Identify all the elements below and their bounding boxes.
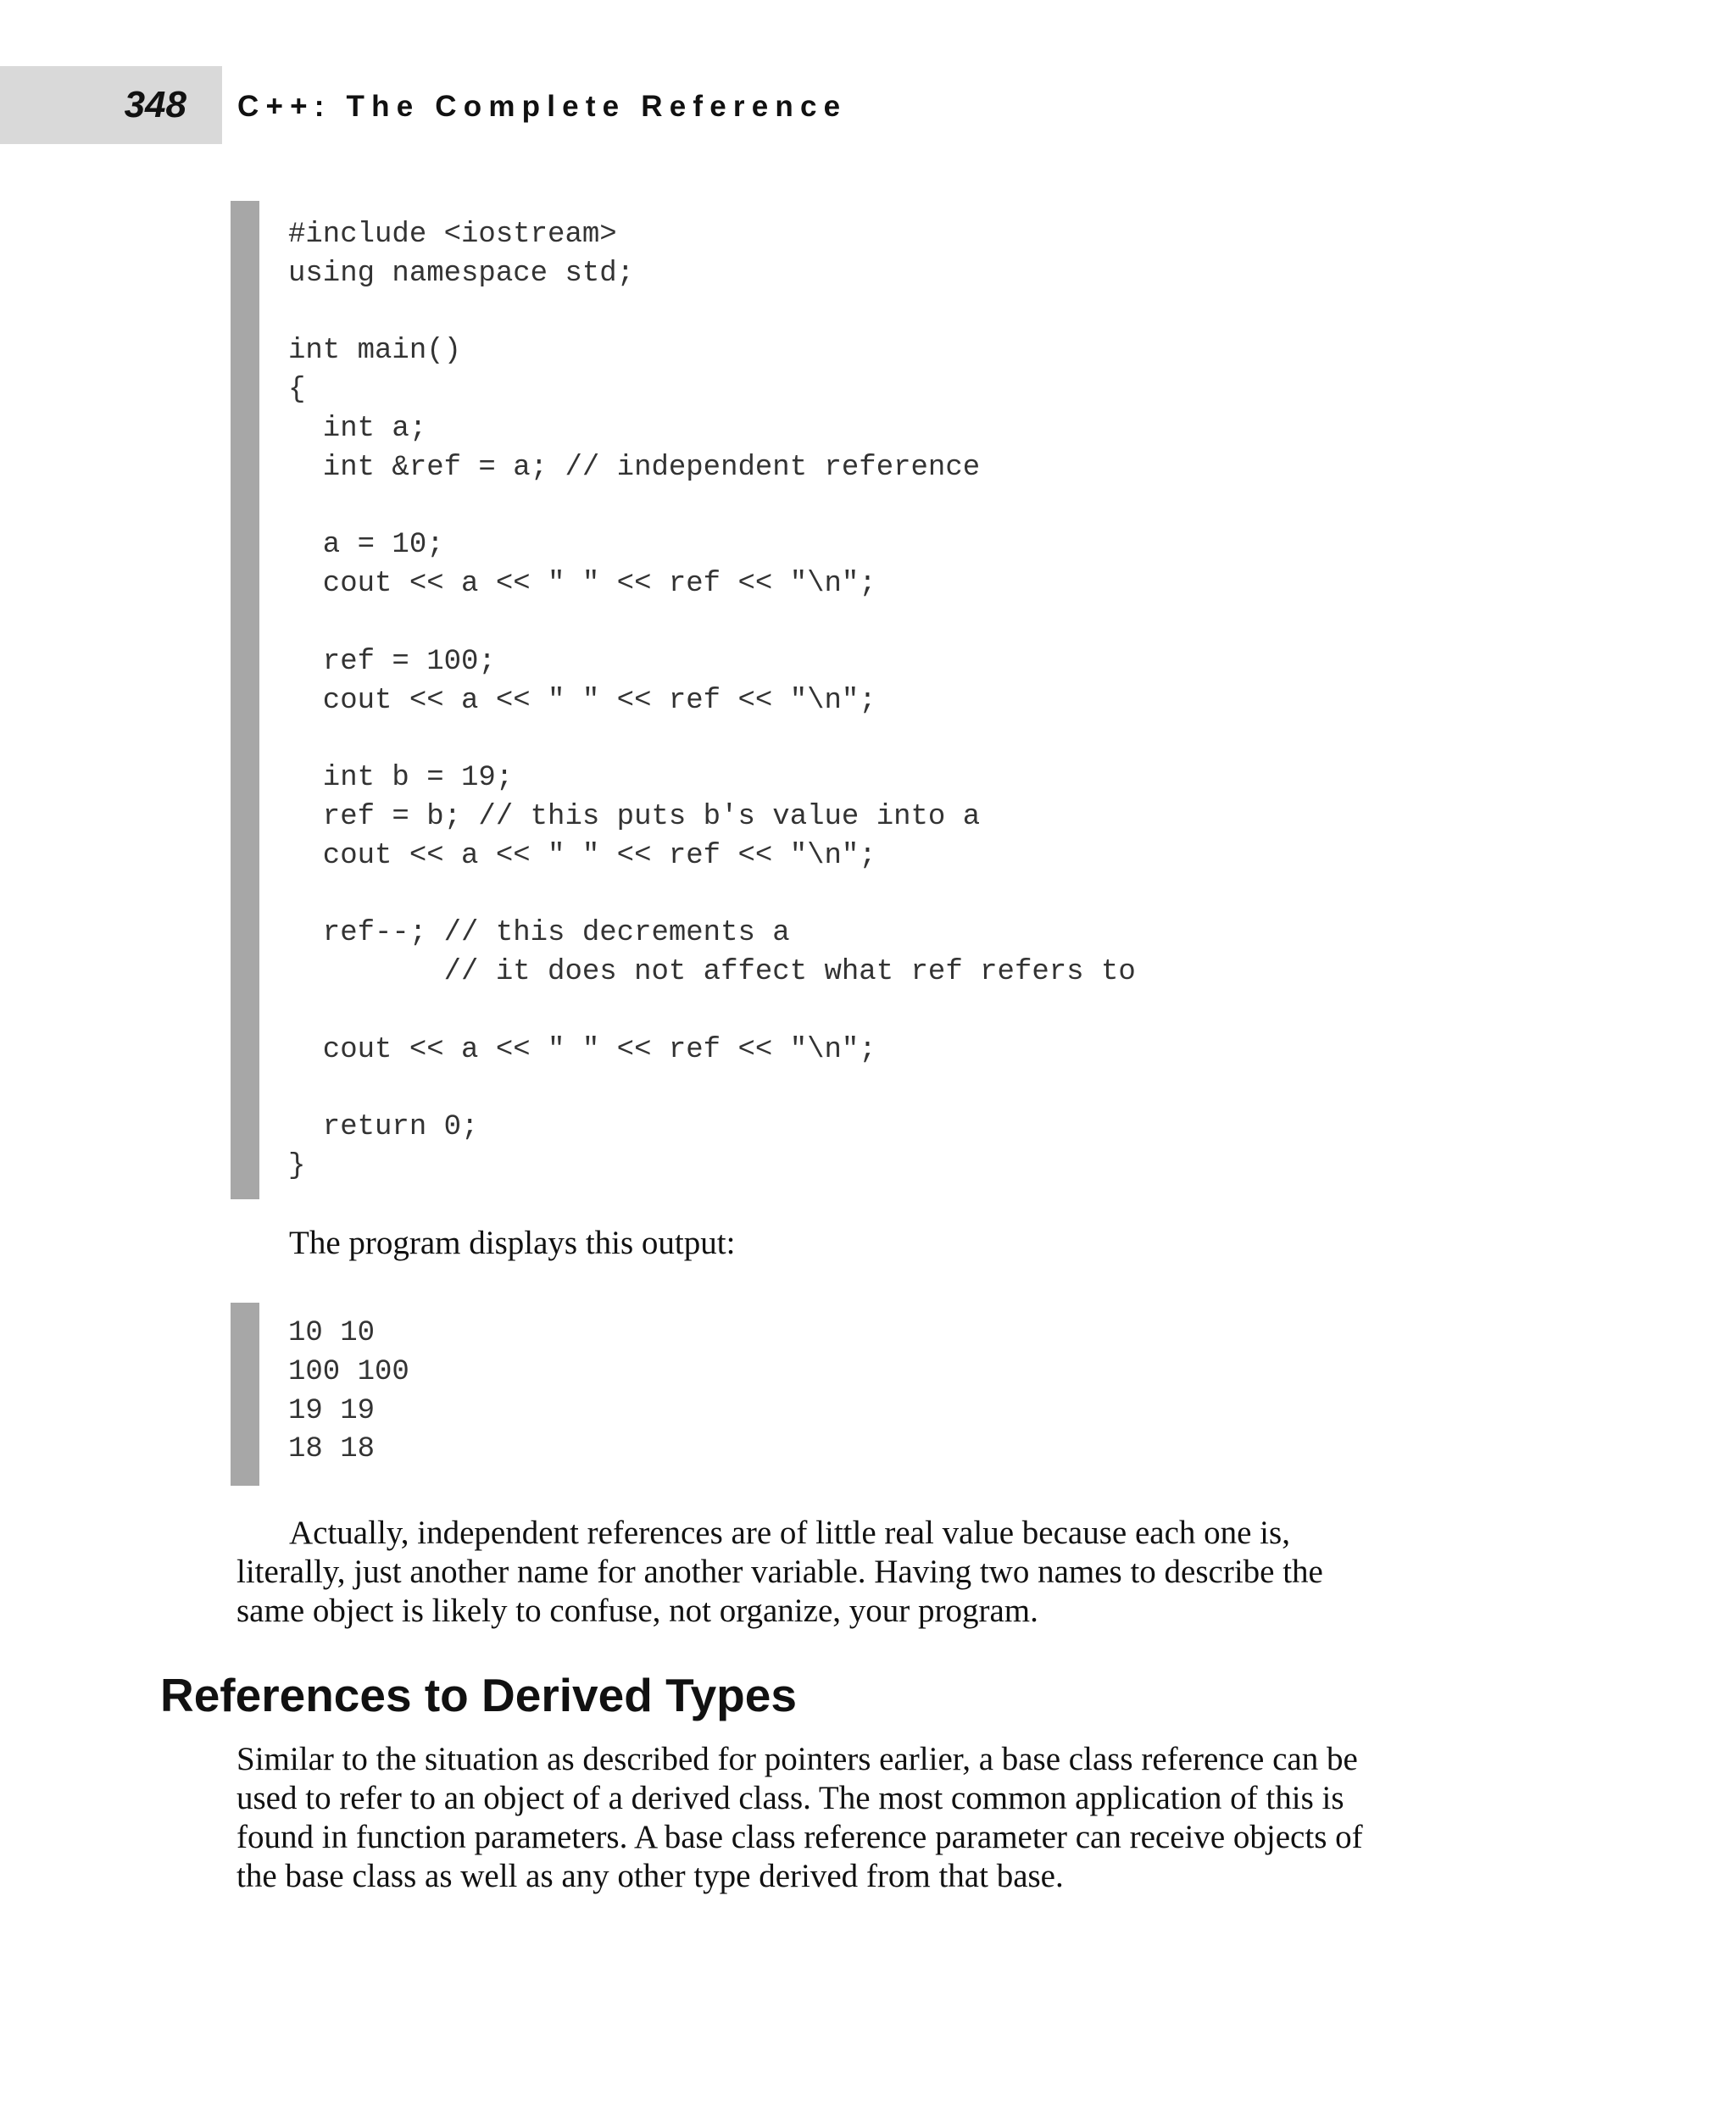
paragraph-line: used to refer to an object of a derived class. The most common application of this is xyxy=(236,1780,1344,1816)
output-intro: The program displays this output: xyxy=(289,1225,736,1261)
running-title: C++: The Complete Reference xyxy=(237,90,848,123)
paragraph-line: Actually, independent references are of little real value because each one is, xyxy=(289,1515,1290,1551)
output-margin-bar xyxy=(231,1303,259,1486)
page-number: 348 xyxy=(124,84,186,125)
paragraph-line: Similar to the situation as described for pointers earlier, a base class reference can be xyxy=(236,1741,1358,1777)
paragraph-line: found in function parameters. A base class reference parameter can receive objects of xyxy=(236,1819,1363,1855)
paragraph-line: the base class as well as any other type derived from that base. xyxy=(236,1858,1064,1894)
code-listing: #include <iostream> using namespace std; int main() { int a; int &ref = a; // independent reference a = 10; cout << a << " " << ref << "\n"; ref = 100; cout << a << " " << ref << "\n"; int b = 19; ref = b; // this puts b's value into a cout << a << " " << ref << "\n"; ref--; // this decrements a // it does not affect what ref refers to cout << a << " " << ref << "\n"; return 0; } xyxy=(288,219,1136,1183)
section-heading: References to Derived Types xyxy=(160,1669,797,1721)
paragraph-independent-references xyxy=(236,1514,1491,1631)
paragraph-derived-types xyxy=(236,1740,1491,1896)
paragraph-line: same object is likely to confuse, not organize, your program. xyxy=(236,1593,1038,1629)
paragraph-line: literally, just another name for another variable. Having two names to describe the xyxy=(236,1554,1323,1590)
code-margin-bar xyxy=(231,201,259,1199)
output-listing: 10 10 100 100 19 19 18 18 xyxy=(288,1317,409,1466)
page-number-box xyxy=(0,66,222,144)
